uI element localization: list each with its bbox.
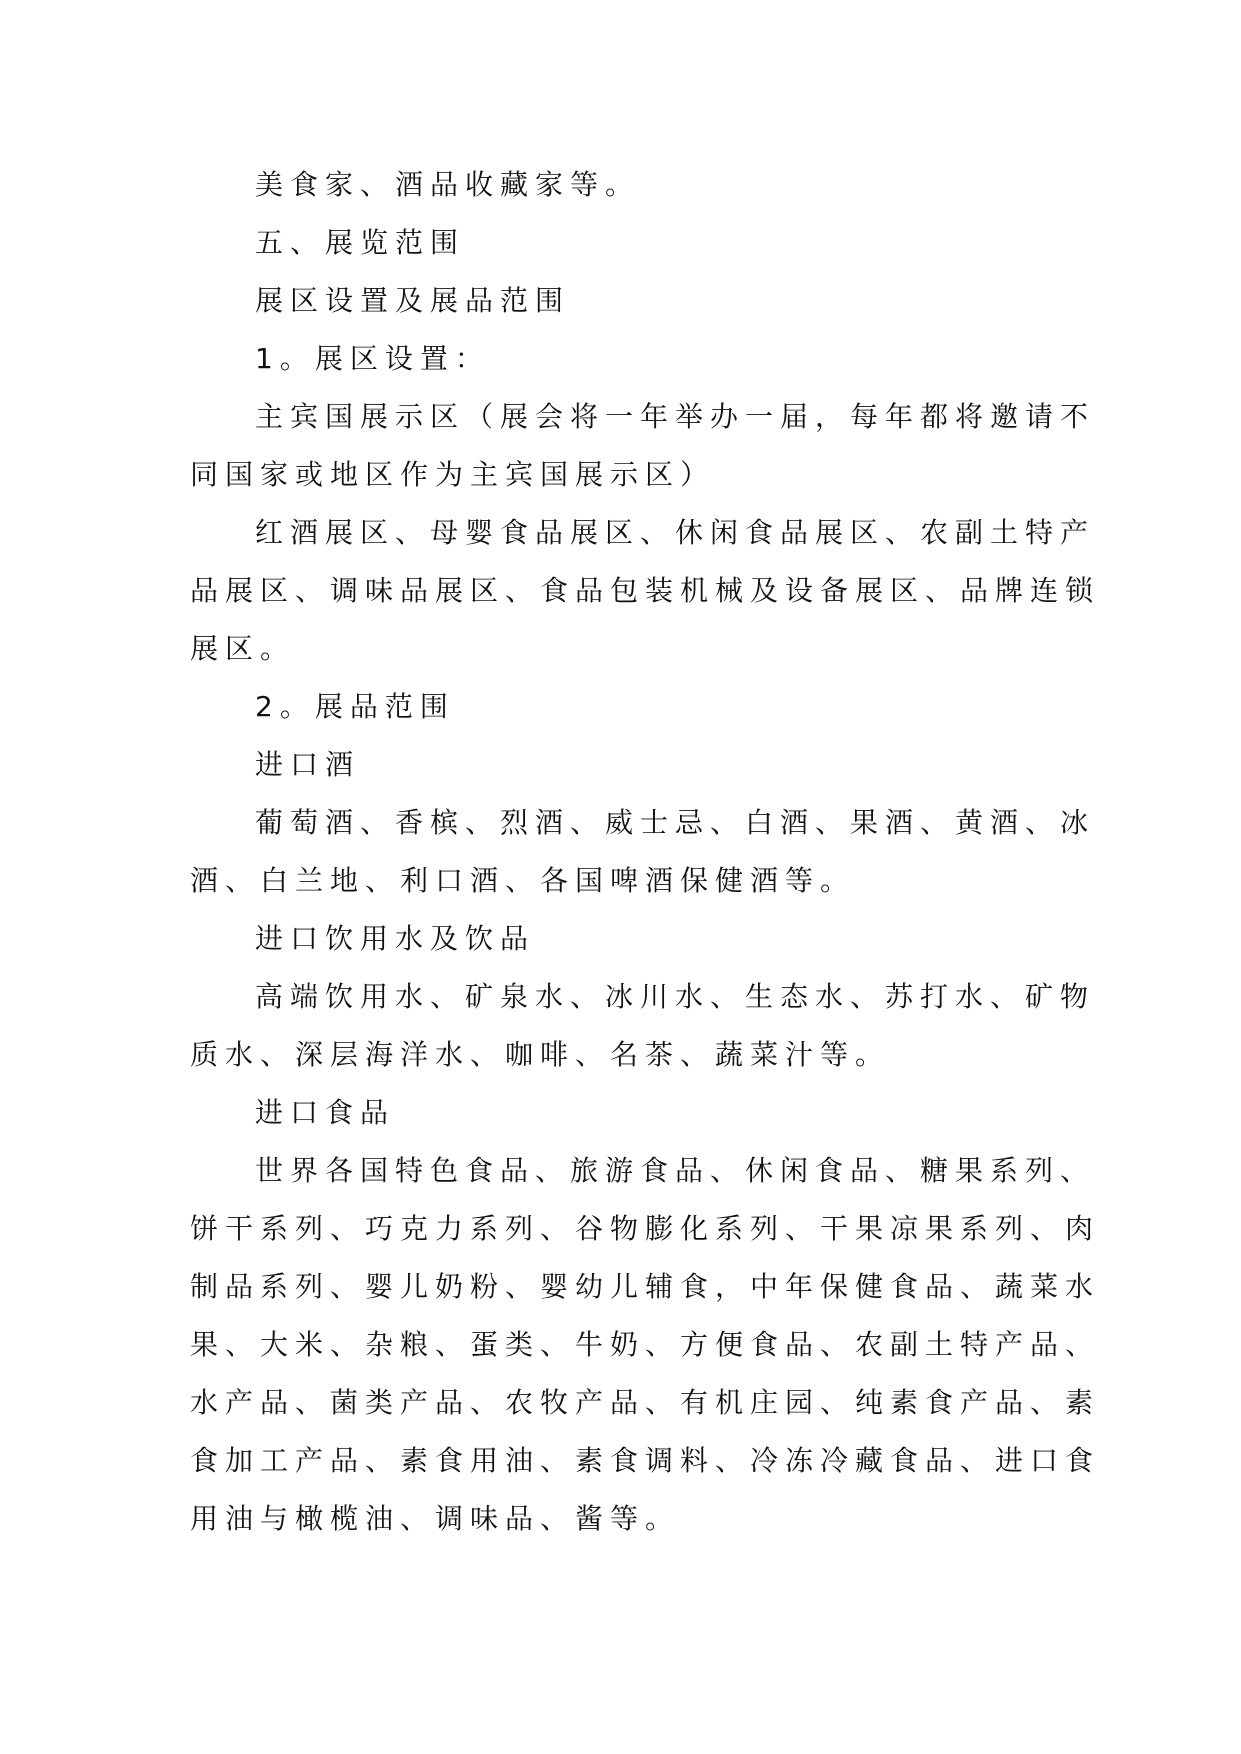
paragraph-line: 水产品、菌类产品、农牧产品、有机庄园、纯素食产品、素 (190, 1386, 1101, 1419)
category-heading: 进口酒 (255, 748, 361, 781)
paragraph-line: 同国家或地区作为主宾国展示区） (190, 458, 716, 491)
paragraph-line: 食加工产品、素食用油、素食调料、冷冻冷藏食品、进口食 (190, 1444, 1101, 1477)
paragraph-line: 用油与橄榄油、调味品、酱等。 (190, 1502, 681, 1535)
paragraph-line: 质水、深层海洋水、咖啡、名茶、蔬菜汁等。 (190, 1038, 891, 1071)
category-heading: 进口食品 (255, 1096, 396, 1129)
paragraph-line: 饼干系列、巧克力系列、谷物膨化系列、干果凉果系列、肉 (190, 1212, 1101, 1245)
paragraph-line: 品展区、调味品展区、食品包装机械及设备展区、品牌连锁 (190, 574, 1101, 607)
paragraph-line: 葡萄酒、香槟、烈酒、威士忌、白酒、果酒、黄酒、冰 (255, 806, 1096, 839)
paragraph-line: 酒、白兰地、利口酒、各国啤酒保健酒等。 (190, 864, 856, 897)
paragraph-line: 主宾国展示区（展会将一年举办一届，每年都将邀请不 (255, 400, 1096, 433)
paragraph-line: 红酒展区、母婴食品展区、休闲食品展区、农副土特产 (255, 516, 1096, 549)
subsection-heading: 展区设置及展品范围 (255, 284, 571, 317)
paragraph-line: 制品系列、婴儿奶粉、婴幼儿辅食，中年保健食品、蔬菜水 (190, 1270, 1101, 1303)
paragraph-line: 展区。 (190, 632, 296, 665)
numbered-heading: 2。展品范围 (255, 690, 455, 723)
paragraph-line: 果、大米、杂粮、蛋类、牛奶、方便食品、农副土特产品、 (190, 1328, 1101, 1361)
numbered-heading: 1。展区设置： (255, 342, 490, 375)
category-heading: 进口饮用水及饮品 (255, 922, 536, 955)
paragraph-line: 美食家、酒品收藏家等。 (255, 168, 641, 201)
section-heading: 五、展览范围 (255, 226, 466, 259)
paragraph-line: 高端饮用水、矿泉水、冰川水、生态水、苏打水、矿物 (255, 980, 1096, 1013)
paragraph-line: 世界各国特色食品、旅游食品、休闲食品、糖果系列、 (255, 1154, 1096, 1187)
